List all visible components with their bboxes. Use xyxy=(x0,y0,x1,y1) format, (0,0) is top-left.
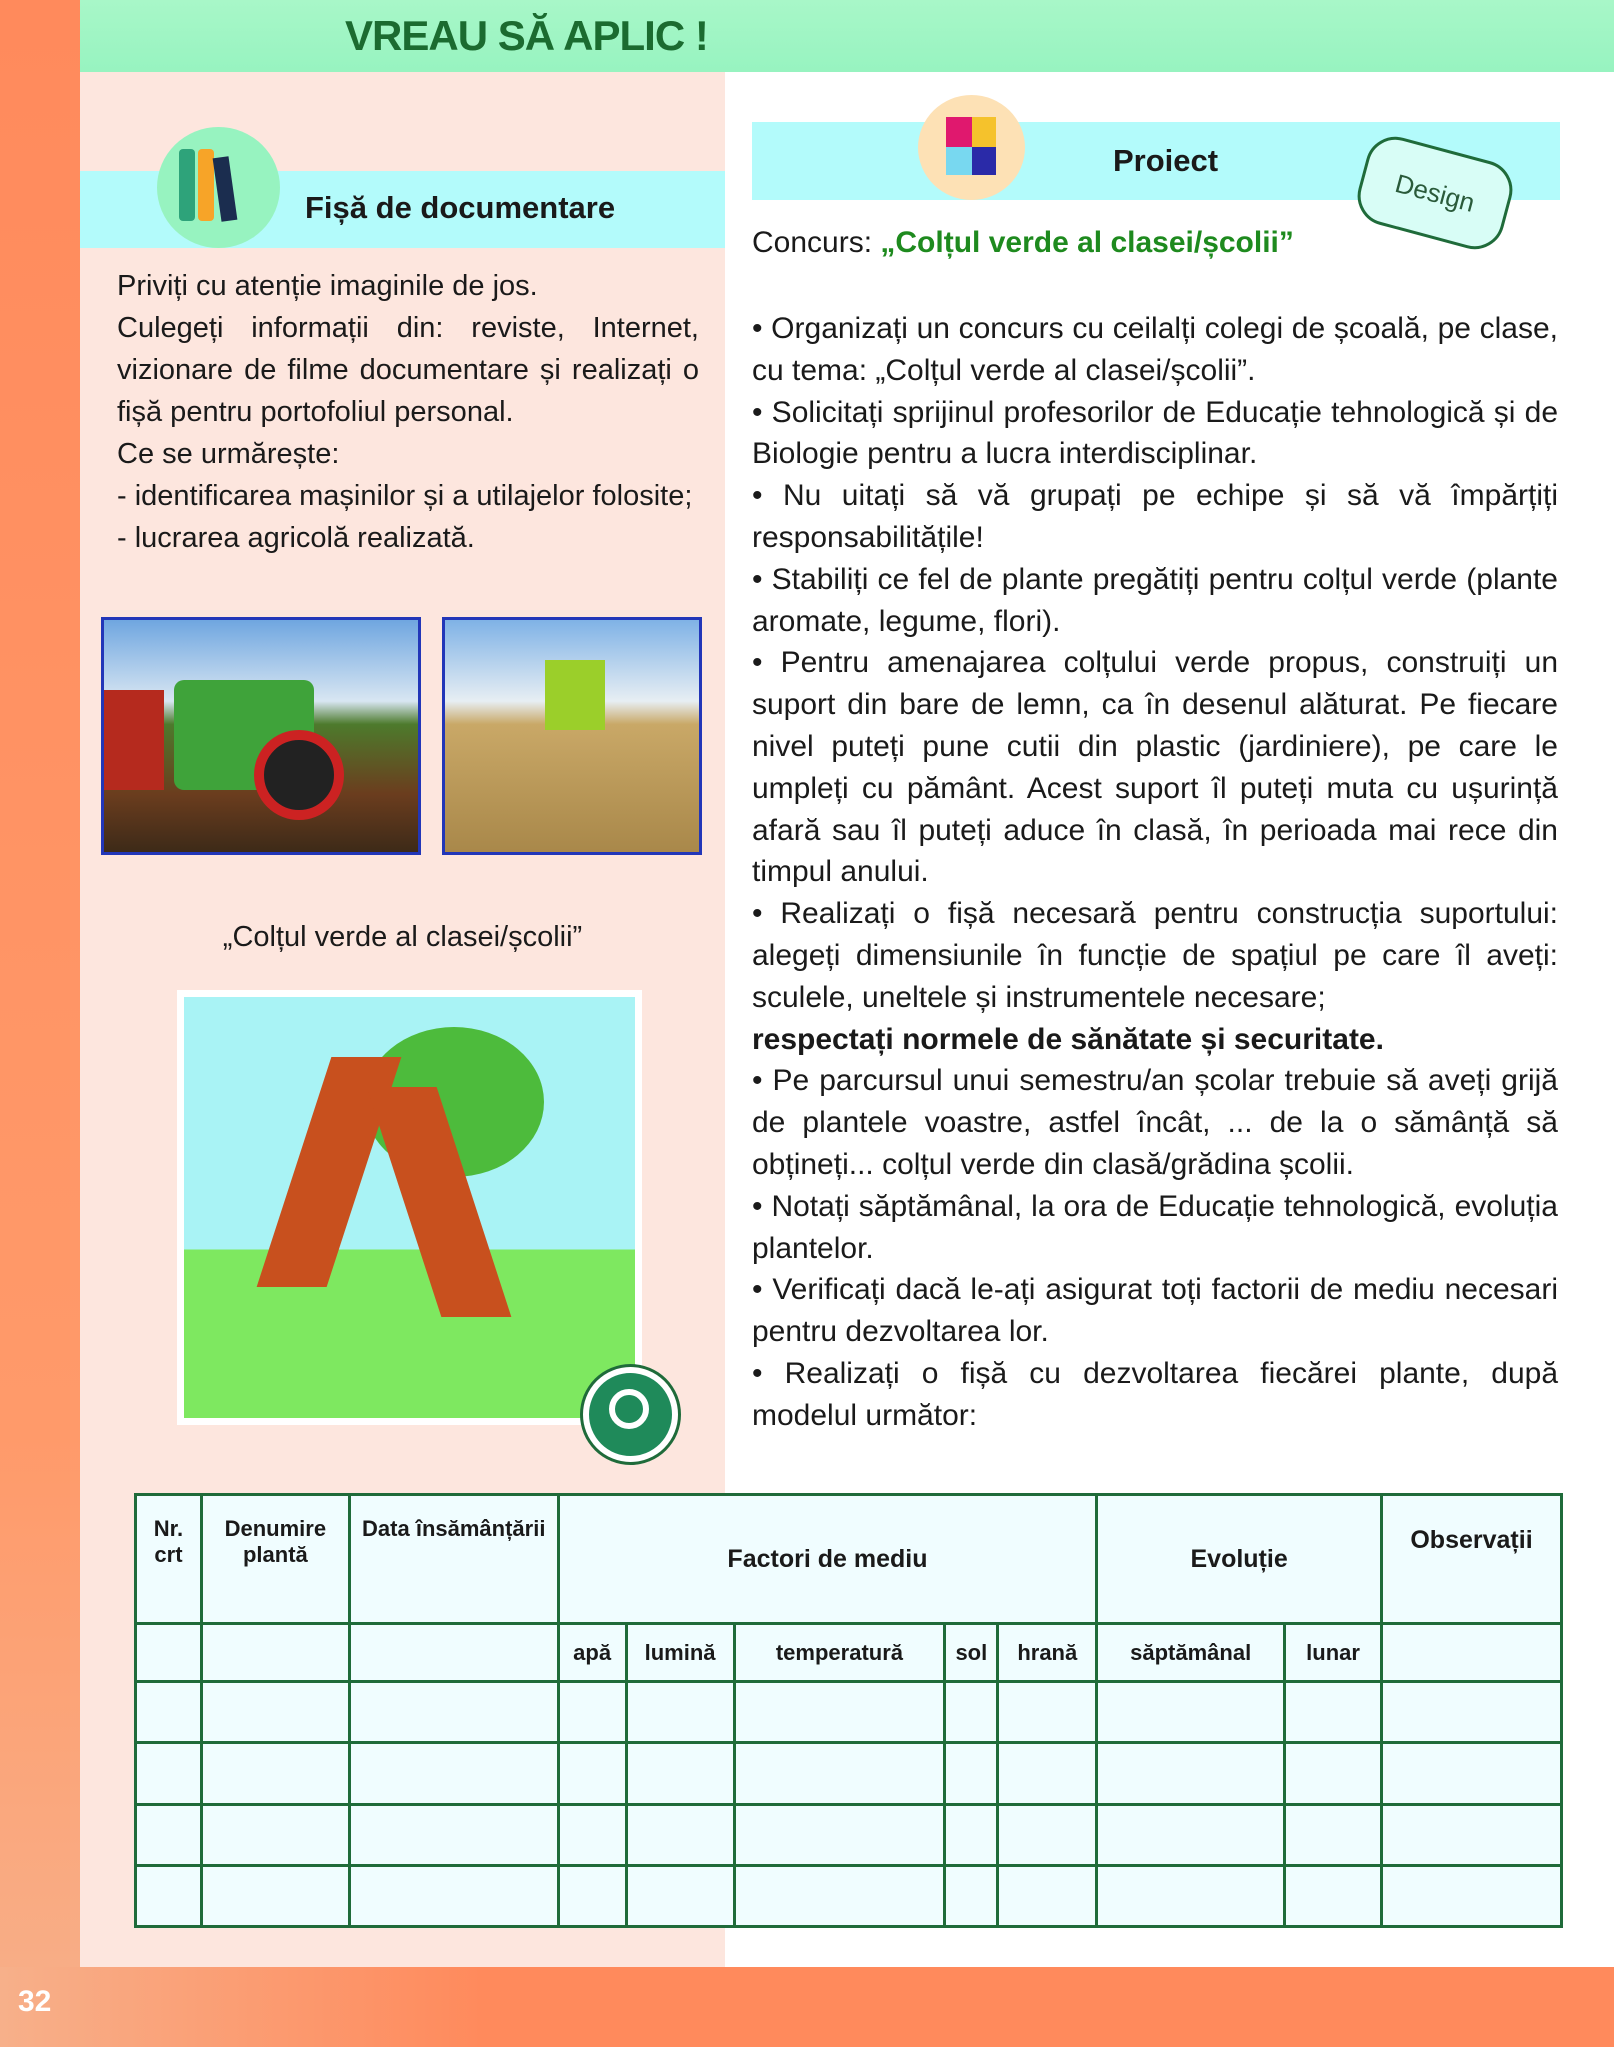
bullet-item: • Solicitați sprijinul profesorilor de Educație tehnologică și de Biologie pentru a lucra interdisciplinar. xyxy=(752,395,1558,471)
page-title: VREAU SĂ APLIC ! xyxy=(345,12,708,59)
combine-harvester-photo xyxy=(442,617,702,855)
table-row xyxy=(136,1804,1562,1865)
paragraph: - identificarea mașinilor și a utilajelor folosite; xyxy=(117,480,693,512)
sub-temperatura: temperatură xyxy=(734,1624,945,1682)
top-banner xyxy=(80,0,1614,72)
header-data: Data însămânțării xyxy=(349,1495,558,1624)
magnifier-icon xyxy=(583,1367,678,1462)
bullet-item: • Notați săptămânal, la ora de Educație tehnologică, evoluția plantelor. xyxy=(752,1189,1558,1265)
bullet-item: • Verificați dacă le-ați asigurat toți factorii de mediu necesari pentru dezvoltarea lor. xyxy=(752,1273,1558,1349)
header-evolutie: Evoluție xyxy=(1097,1495,1382,1624)
plant-evolution-table xyxy=(134,1493,1563,1928)
concurs-line xyxy=(752,226,1294,260)
books-icon xyxy=(157,127,280,248)
table-row xyxy=(136,1865,1562,1926)
proiect-title: Proiect xyxy=(1113,143,1219,178)
header-factori: Factori de mediu xyxy=(558,1495,1097,1624)
project-instructions xyxy=(752,308,1558,1437)
paragraph: - lucrarea agricolă realizată. xyxy=(117,522,475,554)
bottom-band xyxy=(0,1967,1614,2047)
table-row xyxy=(136,1682,1562,1743)
sub-saptamanal: săptămânal xyxy=(1097,1624,1285,1682)
fisa-title: Fișă de documentare xyxy=(305,190,616,225)
header-denumire: Denumire plantă xyxy=(201,1495,349,1624)
bullet-item: • Stabiliți ce fel de plante pregătiți pentru colțul verde (plante aromate, legume, flori). xyxy=(752,562,1558,638)
subheader-row xyxy=(136,1624,1562,1682)
tractor-photo xyxy=(101,617,421,855)
paragraph: Culegeți informații din: reviste, Internet, vizionare de filme documentare și realizați o fișă pentru portofoliul personal. xyxy=(117,312,699,428)
concurs-title: „Colțul verde al clasei/școlii” xyxy=(880,226,1294,259)
illustration-caption: „Colțul verde al clasei/școlii” xyxy=(222,921,583,953)
concurs-label: Concurs: xyxy=(752,226,873,259)
paragraph: Ce se urmărește: xyxy=(117,438,340,470)
bold-safety-line: respectați normele de sănătate și securitate. xyxy=(752,1022,1384,1056)
table-row xyxy=(136,1743,1562,1804)
sub-sol: sol xyxy=(945,1624,998,1682)
page-number: 32 xyxy=(18,1985,52,2018)
bullet-item: • Nu uitați să vă grupați pe echipe și să vă împărțiți responsabilitățile! xyxy=(752,479,1558,554)
sub-lumina: lumină xyxy=(626,1624,734,1682)
header-observatii: Observații xyxy=(1382,1495,1562,1624)
left-margin-strip xyxy=(0,0,80,2047)
bullet-item: • Organizați un concurs cu ceilalți colegi de școală, pe clase, cu tema: „Colțul verde al clasei/școlii”. xyxy=(752,312,1558,387)
bullet-item: • Pentru amenajarea colțului verde propus, construiți un suport din bare de lemn, ca în desenul alăturat. Pe fiecare nivel puteți pune cutii din plastic (jardiniere), pe care le umpleți cu pământ. Acest suport îl puteți muta cu ușurință afară sau îl puteți aduce în clasă, în perioada mai rece din timpul anului. xyxy=(752,646,1558,889)
bullet-item: • Realizați o fișă cu dezvoltarea fiecărei plante, după modelul următor: xyxy=(752,1356,1558,1432)
bullet-item: • Realizați o fișă necesară pentru construcția suportului: alegeți dimensiunile în funcție de spațiul pe care îl aveți: sculele, uneltele și instrumentele necesare; xyxy=(752,897,1558,1014)
header-row xyxy=(136,1495,1562,1624)
bullet-item: • Pe parcursul unui semestru/an școlar trebuie să aveți grijă de plantele voastre, astfel încât, ... de la o sămânță să obțineți... colțul verde din clasă/grădina școlii. xyxy=(752,1064,1558,1181)
puzzle-icon xyxy=(918,95,1025,200)
paragraph: Priviți cu atenție imaginile de jos. xyxy=(117,270,538,302)
green-corner-illustration xyxy=(177,990,642,1425)
sub-apa: apă xyxy=(558,1624,626,1682)
design-puzzle-badge: Design xyxy=(1351,130,1519,256)
sub-hrana: hrană xyxy=(998,1624,1097,1682)
header-nr-crt: Nr. crt xyxy=(136,1495,202,1624)
fisa-text xyxy=(117,265,699,559)
sub-lunar: lunar xyxy=(1285,1624,1382,1682)
